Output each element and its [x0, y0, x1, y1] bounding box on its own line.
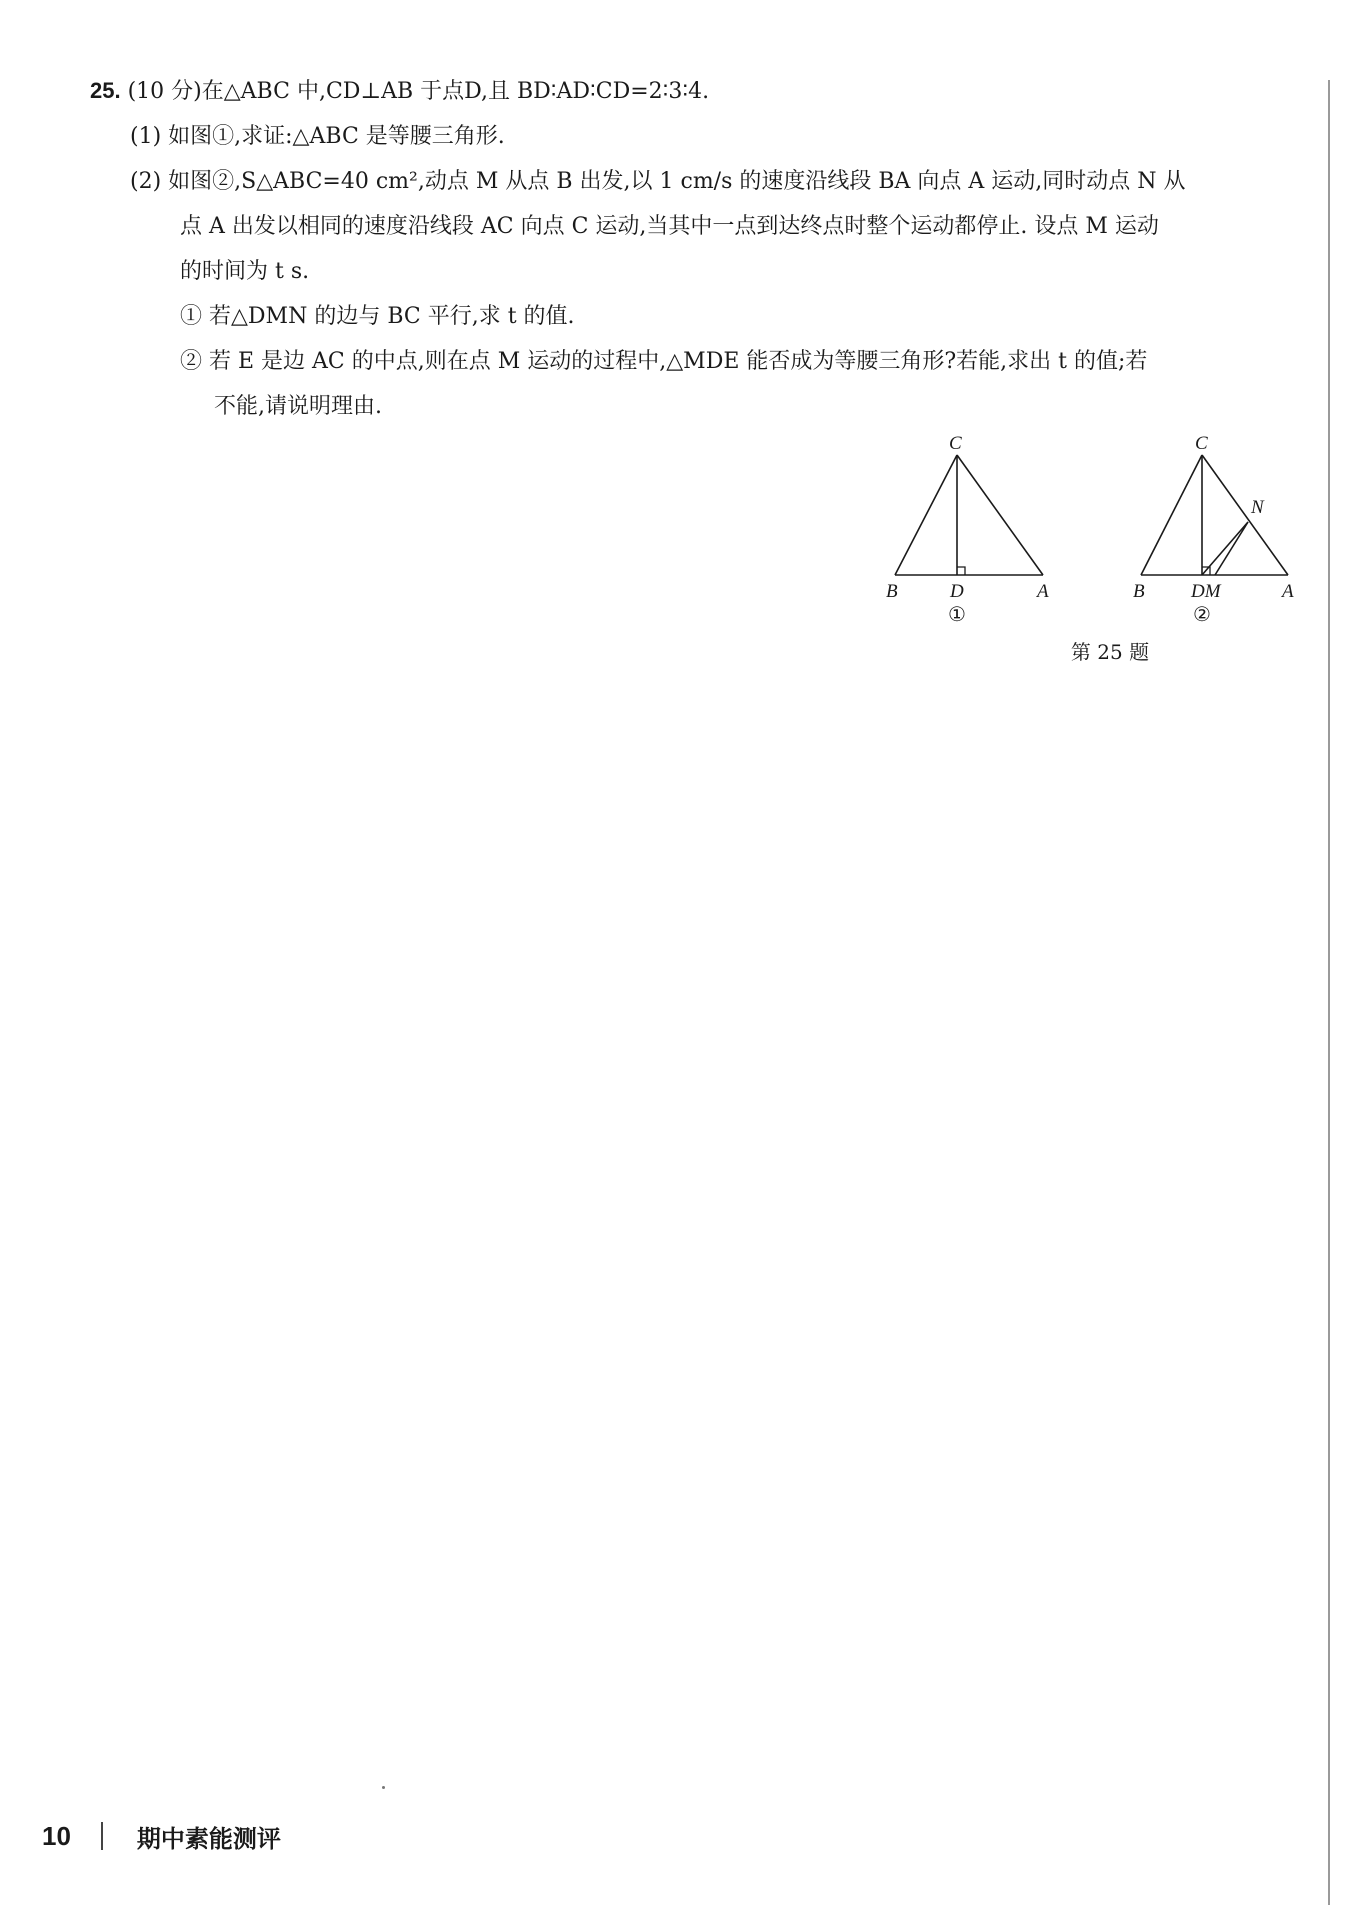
subquestion-2: ② 若 E 是边 AC 的中点,则在点 M 运动的过程中,△MDE 能否成为等腰三角形?若能,求出 t 的值;若: [180, 349, 1148, 374]
problem-intro-line: [90, 68, 1295, 114]
side-bc: [895, 455, 957, 575]
page-edge-rule: [1328, 80, 1330, 1905]
problem-25: [90, 68, 1295, 429]
label-c: C: [949, 435, 962, 454]
side-bc: [1141, 455, 1202, 575]
right-angle-mark: [957, 567, 965, 575]
label-b: B: [1133, 581, 1145, 602]
label-dm: DM: [1191, 581, 1221, 602]
subquestion-1: ① 若△DMN 的边与 BC 平行,求 t 的值.: [180, 304, 575, 329]
question-number: 25.: [90, 78, 121, 103]
figure-1-diagram: [886, 435, 1066, 625]
label-a: A: [1282, 581, 1294, 602]
part-2-line-3: 的时间为 t s.: [180, 259, 310, 284]
subquestion-2-cont: 不能,请说明理由.: [214, 394, 382, 419]
figure-2: [1130, 435, 1315, 625]
page-footer: [42, 1818, 281, 1854]
segment-mn: [1215, 522, 1248, 575]
page-number: 10: [42, 1820, 71, 1851]
part-2-line-2: 点 A 出发以相同的速度沿线段 AC 向点 C 运动,当其中一点到达终点时整个运动都停止. 设点 M 运动: [180, 214, 1159, 239]
label-b: B: [886, 581, 898, 602]
side-ca: [1202, 455, 1288, 575]
figure-2-index: ②: [1193, 602, 1211, 625]
label-c: C: [1195, 435, 1208, 454]
figure-1: [886, 435, 1066, 625]
part-2-text: (2) 如图②,S△ABC=40 cm²,动点 M 从点 B 出发,以 1 cm/s 的速度沿线段 BA 向点 A 运动,同时动点 N 从: [130, 169, 1186, 194]
print-speck: [382, 1786, 385, 1789]
footer-separator: [101, 1822, 103, 1850]
side-ca: [957, 455, 1043, 575]
figure-1-index: ①: [948, 602, 966, 625]
label-d: D: [950, 581, 964, 602]
figure-caption: 第 25 题: [1070, 640, 1150, 664]
label-a: A: [1037, 581, 1049, 602]
label-n: N: [1251, 497, 1264, 518]
problem-statement: (10 分)在△ABC 中,CD⊥AB 于点D,且 BD∶AD∶CD=2∶3∶4.: [127, 79, 710, 104]
part-1: (1) 如图①,求证:△ABC 是等腰三角形.: [130, 124, 505, 149]
figure-2-diagram: [1130, 435, 1315, 625]
part-2-line-1: [90, 159, 1295, 204]
footer-title: 期中素能测评: [136, 1825, 281, 1853]
